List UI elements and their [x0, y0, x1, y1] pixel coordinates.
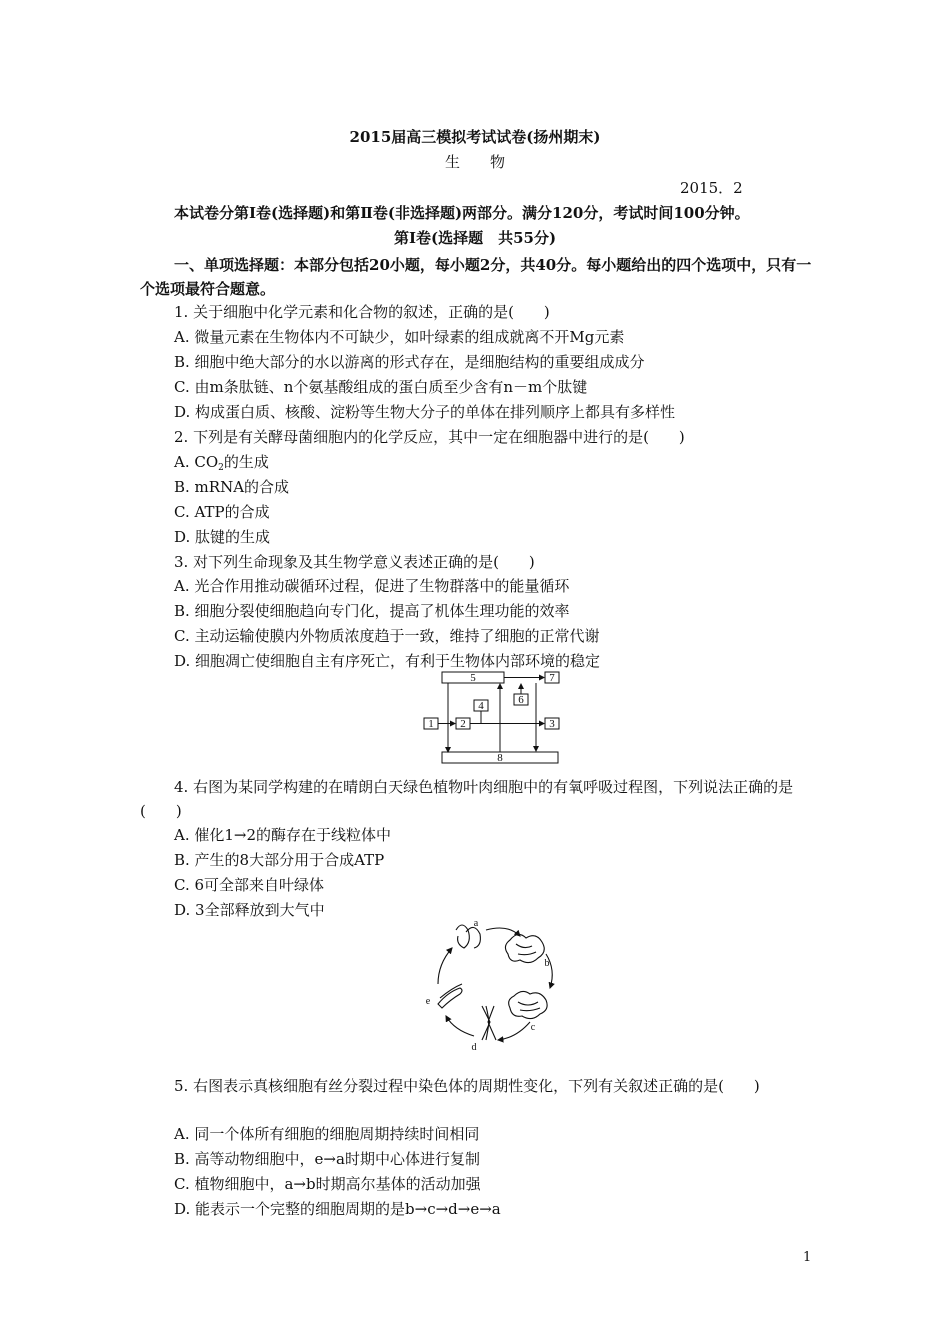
exam-date: 2015．2 [680, 179, 743, 197]
label-4: 4 [478, 700, 484, 712]
label-2: 2 [460, 718, 466, 730]
q4-option-c: C. 6可全部来自叶绿体 [174, 876, 325, 894]
exam-title: 2015届高三模拟考试试卷(扬州期末) [349, 128, 601, 146]
subject-title: 生 物 [444, 153, 505, 171]
q2-option-a-prefix: A. CO [174, 453, 219, 471]
chromosome-e [438, 984, 462, 1008]
label-1: 1 [428, 718, 434, 730]
q1-option-d: D. 构成蛋白质、核酸、淀粉等生物大分子的单体在排列顺序上都具有多样性 [174, 403, 676, 421]
page-number: 1 [803, 1250, 812, 1265]
q2-option-a-suffix: 的生成 [223, 453, 269, 471]
section1-heading: 一、单项选择题：本部分包括20小题，每小题2分，共40分。每小题给出的四个选项中，只有一个选项最符合题意。 [140, 256, 812, 298]
q4-option-a: A. 催化1→2的酶存在于线粒体中 [174, 826, 392, 844]
part1-title: 第Ⅰ卷(选择题 共55分) [393, 229, 557, 247]
q1-option-b: B. 细胞中绝大部分的水以游离的形式存在，是细胞结构的重要组成成分 [174, 353, 645, 371]
chromosome-d [482, 1006, 496, 1040]
arrow-d-e [446, 1016, 474, 1036]
q1-option-c: C. 由m条肽链、n个氨基酸组成的蛋白质至少含有n－m个肽键 [174, 378, 588, 396]
q3-option-b: B. 细胞分裂使细胞趋向专门化，提高了机体生理功能的效率 [174, 602, 570, 620]
label-3: 3 [549, 718, 555, 730]
q2-option-a [174, 452, 269, 475]
q2-option-c: C. ATP的合成 [174, 503, 270, 521]
chromosome-cycle-diagram [418, 918, 568, 1058]
q4-option-d: D. 3全部释放到大气中 [174, 901, 325, 919]
label-7: 7 [549, 672, 555, 684]
q3-option-a: A. 光合作用推动碳循环过程，促进了生物群落中的能量循环 [174, 577, 570, 595]
stage-label-d: d [471, 1042, 477, 1053]
q1-option-a: A. 微量元素在生物体内不可缺少，如叶绿素的组成就离不开Mg元素 [174, 328, 625, 346]
stage-label-b: b [544, 958, 550, 969]
q5-option-d: D. 能表示一个完整的细胞周期的是b→c→d→e→a [174, 1200, 501, 1218]
label-6: 6 [518, 694, 524, 706]
label-8: 8 [497, 752, 503, 764]
arrow-c-d [498, 1022, 530, 1040]
q2-stem: 2. 下列是有关酵母菌细胞内的化学反应，其中一定在细胞器中进行的是( ) [174, 428, 685, 446]
label-5: 5 [470, 672, 476, 684]
arrow-a-b [486, 928, 520, 936]
q2-option-b: B. mRNA的合成 [174, 478, 290, 496]
exam-intro: 本试卷分第Ⅰ卷(选择题)和第Ⅱ卷(非选择题)两部分。满分120分，考试时间100分钟。 [174, 204, 750, 222]
stage-label-a: a [473, 918, 479, 929]
q5-option-a: A. 同一个体所有细胞的细胞周期持续时间相同 [174, 1125, 480, 1143]
arrow-e-a [438, 948, 452, 984]
q5-option-b: B. 高等动物细胞中，e→a时期中心体进行复制 [174, 1150, 480, 1168]
q4-option-b: B. 产生的8大部分用于合成ATP [174, 851, 385, 869]
q2-option-a-subscript: 2 [218, 463, 224, 473]
stage-label-e: e [425, 996, 431, 1007]
q4-stem: 4. 右图为某同学构建的在晴朗白天绿色植物叶肉细胞中的有氧呼吸过程图，下列说法正确的是( ) [140, 778, 794, 820]
stage-label-c: c [530, 1022, 536, 1033]
q3-stem: 3. 对下列生命现象及其生物学意义表述正确的是( ) [174, 553, 535, 571]
respiration-flow-diagram [420, 668, 566, 770]
q3-option-d: D. 细胞凋亡使细胞自主有序死亡，有利于生物体内部环境的稳定 [174, 652, 601, 670]
q2-option-d: D. 肽键的生成 [174, 528, 271, 546]
q3-option-c: C. 主动运输使膜内外物质浓度趋于一致，维持了细胞的正常代谢 [174, 627, 600, 645]
chromatin-c [509, 991, 547, 1018]
q5-stem: 5. 右图表示真核细胞有丝分裂过程中染色体的周期性变化，下列有关叙述正确的是( ) [174, 1077, 760, 1095]
chromatin-b [505, 934, 544, 962]
q1-stem: 1. 关于细胞中化学元素和化合物的叙述，正确的是( ) [174, 303, 550, 321]
q5-option-c: C. 植物细胞中，a→b时期高尔基体的活动加强 [174, 1175, 481, 1193]
